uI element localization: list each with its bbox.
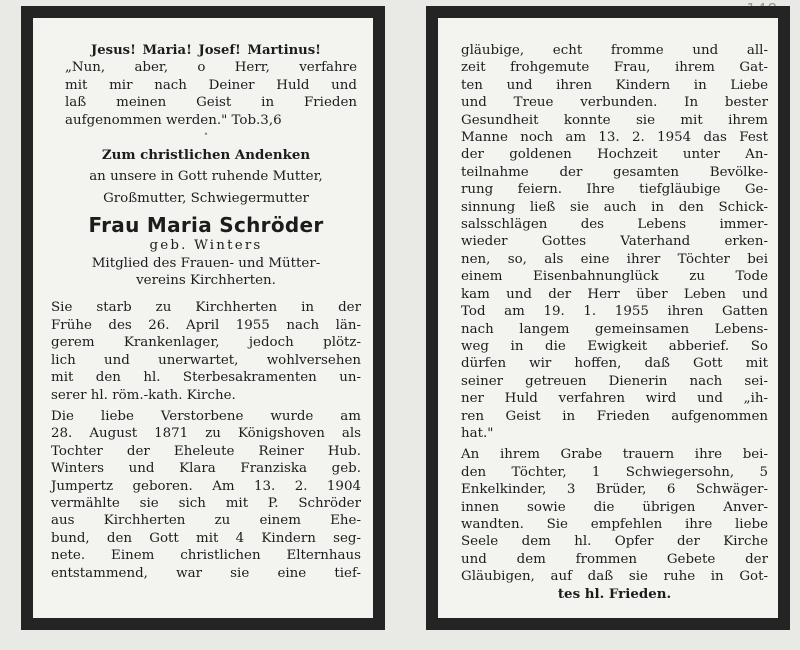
membership-line: vereins Kirchherten. xyxy=(136,273,276,289)
text-line: und Treue verbunden. In bester xyxy=(461,95,768,111)
text-line: zeit frohgemute Frau, ihrem Gat- xyxy=(461,60,768,76)
text-line: Jumpertz geboren. Am 13. 2. 1904 xyxy=(51,478,361,494)
text-line: sinnung ließ sie auch in den Schick- xyxy=(461,199,768,215)
left-card-border xyxy=(21,6,385,630)
text-line: kam und der Herr über Leben und xyxy=(461,286,768,302)
memorial-heading: Zum christlichen Andenken xyxy=(101,147,311,164)
text-line: der goldenen Hochzeit unter An- xyxy=(461,147,768,163)
text-line: Winters und Klara Franziska geb. xyxy=(51,461,361,477)
text-line: gläubige, echt fromme und all- xyxy=(461,43,768,58)
text-line: entstammend, war sie eine tief- xyxy=(51,565,361,581)
text-line: den Töchter, 1 Schwiegersohn, 5 xyxy=(461,464,768,480)
text-line: Frühe des 26. April 1955 nach län- xyxy=(51,317,361,333)
quote-line: laß meinen Geist in Frieden xyxy=(65,95,357,111)
text-line: wieder Gottes Vaterhand erken- xyxy=(461,234,768,250)
text-line: mit den hl. Sterbesakramenten un- xyxy=(51,370,361,386)
text-line: Enkelkinder, 3 Brüder, 6 Schwäger- xyxy=(461,482,768,498)
text-line: Tod am 19. 1. 1955 ihren Gatten xyxy=(461,304,768,320)
text-line: Sie starb zu Kirchherten in der xyxy=(51,300,361,316)
text-line: 28. August 1871 zu Königshoven als xyxy=(51,426,361,442)
text-line: Tochter der Eheleute Reiner Hub. xyxy=(51,443,361,459)
text-line: nen, so, als eine ihrer Töchter bei xyxy=(461,251,768,267)
left-card-page xyxy=(33,18,373,618)
deceased-name: Frau Maria Schröder xyxy=(88,213,324,238)
text-line: dürfen wir hoffen, daß Gott mit xyxy=(461,356,768,372)
text-line: serer hl. röm.-kath. Kirche. xyxy=(51,387,236,403)
text-line: lich und unerwartet, wohlversehen xyxy=(51,352,361,368)
closing-line: tes hl. Frieden. xyxy=(557,585,672,602)
text-line: rung feiern. Ihre tiefgläubige Ge- xyxy=(461,182,768,198)
text-line: Gläubigen, auf daß sie ruhe in Got- xyxy=(461,569,768,585)
text-line: gerem Krankenlager, jedoch plötz- xyxy=(51,335,361,351)
text-line: An ihrem Grabe trauern ihre bei- xyxy=(461,447,768,463)
biography-continued-paragraph xyxy=(461,42,768,442)
text-line: seiner getreuen Dienerin nach sei- xyxy=(461,373,768,389)
text-line: nach langem gemeinsamen Lebens- xyxy=(461,321,768,337)
text-line: wandten. Sie empfehlen ihre liebe xyxy=(461,516,768,532)
scripture-quote xyxy=(51,59,361,129)
text-line: einem Eisenbahnunglück zu Tode xyxy=(461,269,768,285)
text-line: salsschlägen des Lebens immer- xyxy=(461,217,768,233)
death-paragraph xyxy=(51,299,361,403)
text-line: ten und ihren Kindern in Liebe xyxy=(461,77,768,93)
text-line: bund, den Gott mit 4 Kindern seg- xyxy=(51,530,361,546)
text-line: Manne noch am 13. 2. 1954 das Fest xyxy=(461,130,768,146)
intro-line: Großmutter, Schwiegermutter xyxy=(103,190,309,206)
text-line: ner Huld verfahren wird und „ih- xyxy=(461,391,768,407)
text-line: innen sowie die übrigen Anver- xyxy=(461,499,768,515)
text-line: ren Geist in Frieden aufgenommen xyxy=(461,408,768,424)
intro-line: an unsere in Gott ruhende Mutter, xyxy=(89,169,323,185)
quote-line: mit mir nach Deiner Huld und xyxy=(65,77,357,93)
ornament-divider: • xyxy=(203,130,209,140)
text-line: aus Kirchherten zu einem Ehe- xyxy=(51,513,361,529)
maiden-name: geb. Winters xyxy=(149,238,263,254)
membership-line: Mitglied des Frauen- und Mütter- xyxy=(91,255,321,271)
text-line: vermählte sie sich mit P. Schröder xyxy=(51,495,361,511)
text-line: teilnahme der gesamten Bevölke- xyxy=(461,164,768,180)
text-line: Seele dem hl. Opfer der Kirche xyxy=(461,534,768,550)
motto: Jesus! Maria! Josef! Martinus! xyxy=(91,43,321,58)
biography-paragraph xyxy=(51,408,361,582)
text-line: weg in die Ewigkeit abberief. So xyxy=(461,338,768,354)
quote-line: aufgenommen werden." Tob.3,6 xyxy=(65,112,282,128)
quote-line: „Nun, aber, o Herr, verfahre xyxy=(65,60,357,76)
text-line: und dem frommen Gebete der xyxy=(461,551,768,567)
right-card-border xyxy=(426,6,790,630)
text-line: Gesundheit konnte sie mit ihrem xyxy=(461,112,768,128)
text-line: hat." xyxy=(461,425,494,441)
text-line: nete. Einem christlichen Elternhaus xyxy=(51,548,361,564)
text-line: Die liebe Verstorbene wurde am xyxy=(51,408,361,424)
right-card-page xyxy=(438,18,778,618)
mourners-paragraph xyxy=(461,446,768,603)
